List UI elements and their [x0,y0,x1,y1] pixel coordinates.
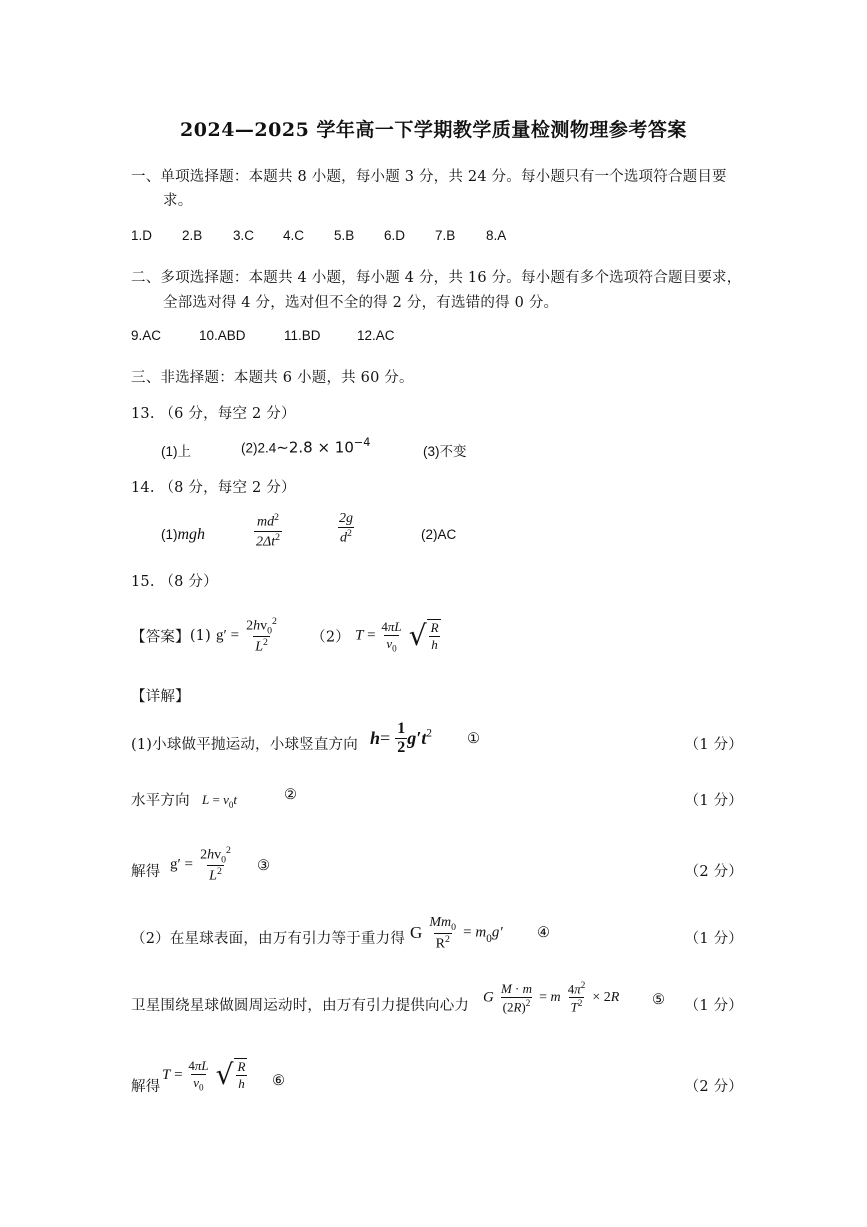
q13-answer-2-expr: ∼2.8 × 10 [276,438,354,457]
section2-heading: 二、多项选择题：本题共 4 小题，每小题 4 分，共 16 分。每小题有多个选项符合题目要求， [131,270,742,286]
step2-score: （1 分） [684,793,743,809]
q13-answer-1: (1)上 [161,444,191,459]
answer-12: 12.AC [357,328,395,343]
q13-answer-2-exp: −4 [353,436,371,449]
q14-fraction-2 [337,510,355,547]
q13-heading: 13. （6 分，每空 2 分） [131,406,296,422]
step5-score: （1 分） [684,998,743,1014]
answer-4: 4.C [283,228,305,243]
answer-7: 7.B [435,228,456,243]
detail-label: 【详解】 [131,689,190,705]
q15-heading: 15. （8 分） [131,574,218,590]
section1-heading-cont: 求。 [163,193,193,209]
q13-answer-3: (3)不变 [423,444,467,459]
step6-formula: T = $\frac{4\pi L}{v_0}$ √ $\frac{R}{h}$ [162,1058,246,1093]
step5-mark: ⑤ [652,992,666,1008]
step4-mark: ④ [537,925,551,941]
q14-answer-1-prefix: (1) [161,527,178,542]
answer-9: 9.AC [131,328,162,343]
q13-answer-2-prefix: (2)2.4 [241,440,277,456]
step2-mark: ② [284,787,298,803]
q14-fraction-1 [254,512,282,550]
answer-part1-label: (1) [189,628,211,645]
step5-text: 卫星围绕星球做圆周运动时，由万有引力提供向心力 [131,998,470,1014]
step2-text: 水平方向 [131,793,190,809]
step6-text: 解得 [131,1079,161,1095]
step1-mark: ① [467,731,481,747]
step1-score: （1 分） [684,737,743,753]
q14-frac2-den: d [340,530,348,546]
step5-formula: G $\frac{M \cdot m}{(2R)^2}$ = m $\frac{4\pi^2}{T^2}$ × 2R [483,980,620,1015]
section1-heading: 一、单项选择题：本题共 8 小题，每小题 3 分，共 24 分。每小题只有一个选项符合题目要 [131,169,727,185]
step3-score: （2 分） [684,864,743,880]
q14-frac1-num: md [256,514,275,530]
q14-frac2-den-exp: 2 [347,528,352,539]
page-title: 2024—2025 学年高一下学期教学质量检测物理参考答案 [180,119,687,141]
step4-text: （2）在星球表面，由万有引力等于重力得 [131,931,406,947]
answer-11: 11.BD [284,328,321,343]
answer-8: 8.A [486,228,507,243]
step4-formula: G $\frac{Mm_0}{R^2}$ = $m_0g'$ [410,915,503,952]
q14-frac1-den-exp: 2 [275,531,281,543]
step1-text: (1)小球做平抛运动，小球竖直方向 [131,737,358,753]
step3-formula: g′ = $\frac{2hv_0^2}{L^2}$ [170,845,231,885]
answer-1: 1.D [131,228,153,243]
section3-heading: 三、非选择题：本题共 6 小题，共 60 分。 [131,370,414,386]
step2-formula: $L = v_0t$ [202,792,237,811]
q14-answer-2: (2)AC [421,527,457,542]
step4-score: （1 分） [684,931,743,947]
answer-label: 【答案】 [131,629,190,646]
q15-answer: 【答案】(1) g′ = $\frac{2hv_0^2}{L^2}$ （2） T = $\frac{4\pi L}{v_0}$ √ $\frac{R}{h}$ [131,616,439,656]
step3-mark: ③ [257,858,271,874]
section2-heading-cont: 全部选对得 4 分，选对但不全的得 2 分，有选错的得 0 分。 [163,295,559,311]
q14-frac1-den: 2Δt [256,534,276,550]
q14-frac1-num-exp: 2 [274,512,280,523]
answer-3: 3.C [233,228,255,243]
q13-answer-2 [241,436,370,456]
q14-answer-1-expr: mgh [177,526,206,543]
answer-5: 5.B [334,228,355,243]
step6-mark: ⑥ [272,1073,286,1089]
q14-answer-1 [161,524,205,544]
answer-10: 10.ABD [199,328,246,343]
step1-formula: h= $\frac{1}{2}$ $g't^2$ [370,720,432,756]
q14-heading: 14. （8 分，每空 2 分） [131,480,296,496]
step6-score: （2 分） [684,1079,743,1095]
answer-2: 2.B [182,228,203,243]
q14-frac2-num: 2g [339,511,353,526]
step3-text: 解得 [131,864,161,880]
answer-6: 6.D [384,228,406,243]
answer-part2-label: （2） [311,629,350,646]
